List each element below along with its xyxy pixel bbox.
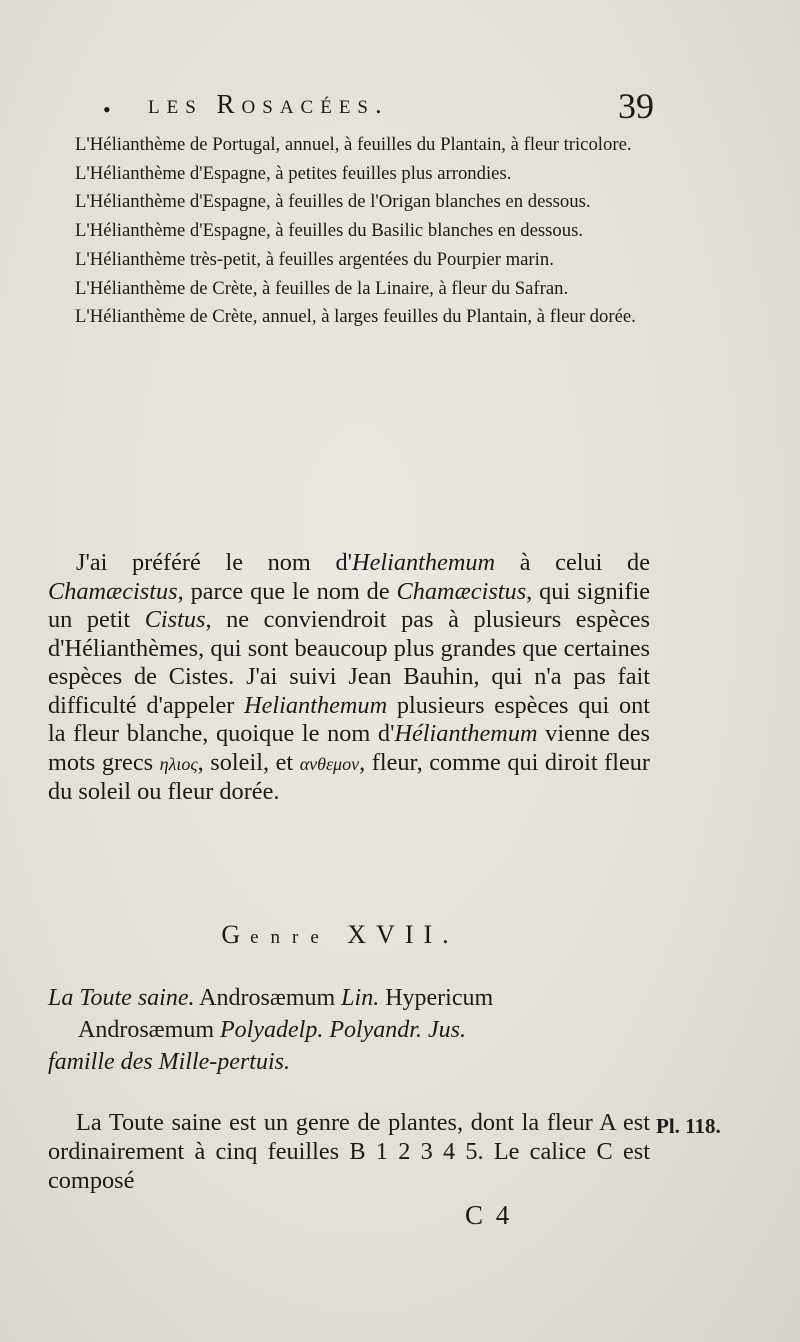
species-item: L'Hélianthème de Portugal, annuel, à feuilles du Plantain, à fleur tricolore.: [75, 134, 632, 155]
text-run: vienne des mots grecs: [48, 720, 650, 776]
definition-line: [48, 1014, 658, 1046]
text-run: J'ai préféré le nom d': [76, 549, 353, 576]
plate-reference: Pl. 118.: [656, 1114, 721, 1138]
genre-heading: [0, 920, 680, 950]
text-run: à celui de: [495, 549, 650, 576]
final-paragraph: La Toute saine est un genre de plantes, dont la fleur A est ordinairement à cinq feuilles B 1 2 3 4 5. Le calice C est composé: [48, 1109, 650, 1194]
definition-line: [48, 1046, 658, 1078]
text-run: , parce que le nom de: [177, 577, 397, 605]
genre-number: XVII.: [347, 920, 459, 949]
header-ornament: •: [103, 97, 111, 122]
genus-definition: [48, 982, 658, 1078]
running-title: les Rosacées.: [148, 89, 389, 119]
text-run: Androsæmum: [194, 985, 342, 1011]
greek-word: ηλιος: [159, 753, 198, 774]
genre-word: enre: [250, 927, 331, 948]
classification: Polyadelp. Polyandr. Jus.: [220, 1017, 466, 1043]
italic-term: Helianthemum: [244, 691, 388, 719]
italic-term: Hélianthemum: [394, 720, 538, 747]
author-abbrev: Lin.: [341, 985, 380, 1011]
text-run: plusieurs espèces qui ont la fleur blanche, quoique le nom d': [48, 691, 650, 747]
greek-word: ανθεμον: [299, 753, 360, 774]
species-item: L'Hélianthème de Crète, à feuilles de la Linaire, à fleur du Safran.: [75, 277, 569, 299]
text-run: , fleur, comme qui diroit fleur du soleil ou fleur dorée.: [48, 748, 651, 805]
genre-initial: G: [221, 920, 251, 949]
text-run: , soleil, et: [197, 748, 300, 776]
species-item: L'Hélianthème de Crète, annuel, à larges feuilles du Plantain, à fleur dorée.: [75, 306, 636, 328]
text-run: , ne conviendroit pas à plusieurs espèces d'Hélianthèmes, qui sont beaucoup plus grandes que certaines espèces de Cistes. J'ai suivi Jean Bauhin, qui n'a pas fait difficulté d'appeler: [48, 606, 650, 719]
signature-mark: C 4: [465, 1200, 513, 1230]
page-header: [100, 85, 660, 125]
text-run: , qui signifie un petit: [48, 577, 650, 633]
family-name: famille des Mille-pertuis.: [48, 1049, 290, 1075]
species-item: L'Hélianthème d'Espagne, à petites feuilles plus arrondies.: [75, 162, 512, 184]
species-item: L'Hélianthème très-petit, à feuilles argentées du Pourpier marin.: [75, 248, 554, 270]
species-list: [50, 131, 652, 332]
italic-term: Helianthemum: [352, 549, 496, 576]
common-name: La Toute saine.: [48, 985, 195, 1011]
italic-term: Chamæcistus: [48, 577, 178, 605]
definition-line: [48, 982, 658, 1014]
text-run: Hypericum: [379, 985, 494, 1011]
species-item: L'Hélianthème d'Espagne, à feuilles de l'Origan blanches en dessous.: [75, 191, 591, 213]
italic-term: Cistus: [144, 606, 206, 633]
text-run: Androsæmum: [78, 1017, 221, 1043]
species-item: L'Hélianthème d'Espagne, à feuilles du Basilic blanches en dessous.: [75, 220, 584, 242]
page-number: 39: [618, 86, 654, 126]
italic-term: Chamæcistus: [396, 577, 527, 605]
main-paragraph: [48, 549, 650, 807]
